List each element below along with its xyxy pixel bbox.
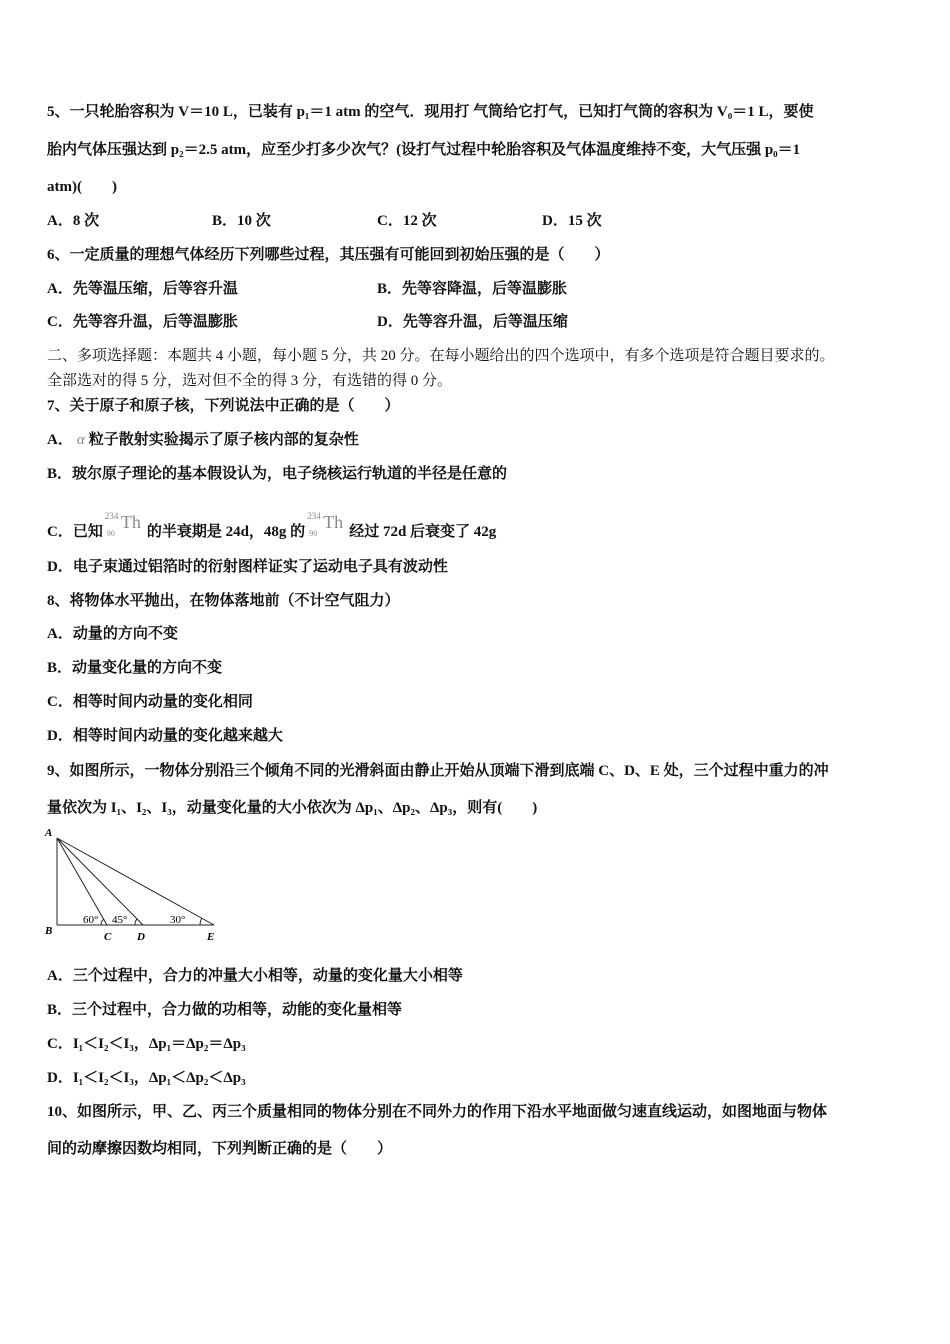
incline-ae bbox=[57, 838, 214, 925]
angle-60: 60° bbox=[83, 914, 99, 926]
q6-option-d: D．先等容升温，后等温压缩 bbox=[377, 314, 568, 330]
mass-number: 234 bbox=[104, 511, 119, 521]
q7-option-d: D．电子束通过铝箔时的衍射图样证实了运动电子具有波动性 bbox=[47, 559, 448, 575]
q5-stem-line3: atm)( ) bbox=[47, 179, 117, 195]
incline-figure bbox=[40, 822, 230, 948]
section2-heading-line2: 全部选对的得 5 分，选对但不全的得 3 分，有选错的得 0 分。 bbox=[47, 373, 453, 389]
q6-option-a: A．先等温压缩，后等容升温 bbox=[47, 281, 238, 297]
angle-arc-45 bbox=[135, 919, 137, 925]
label-a: A bbox=[45, 827, 53, 839]
q9-option-a: A．三个过程中，合力的冲量大小相等，动量的变化量大小相等 bbox=[47, 968, 463, 984]
q8-option-a: A．动量的方向不变 bbox=[47, 626, 178, 642]
thorium-nuclide bbox=[103, 510, 147, 540]
q8-option-c: C．相等时间内动量的变化相同 bbox=[47, 694, 253, 710]
q6-stem: 6、一定质量的理想气体经历下列哪些过程，其压强有可能回到初始压强的是（ ） bbox=[47, 247, 610, 263]
q7-stem: 7、关于原子和原子核，下列说法中正确的是（ ） bbox=[47, 398, 400, 414]
element-symbol: Th bbox=[323, 512, 344, 532]
q7-c-part2: 的半衰期是 24d，48g 的 bbox=[146, 524, 306, 540]
q9-stem-line2: 量依次为 I₁、I₂、I₃，动量变化量的大小依次为 Δp₁、Δp₂、Δp₃，则有( ) bbox=[47, 800, 538, 816]
label-c: C bbox=[104, 931, 112, 943]
element-symbol: Th bbox=[120, 512, 141, 532]
q9-option-c: C．I₁＜I₂＜I₃，Δp₁＝Δp₂＝Δp₃ bbox=[47, 1036, 246, 1052]
q10-stem-line1: 10、如图所示，甲、乙、丙三个质量相同的物体分别在不同外力的作用下沿水平地面做匀速直线运动，如图地面与物体 bbox=[47, 1104, 828, 1120]
label-b: B bbox=[45, 925, 53, 937]
q7-c-part3: 经过 72d 后衰变了 42g bbox=[349, 524, 497, 540]
angle-30: 30° bbox=[170, 914, 186, 926]
angle-45: 45° bbox=[112, 914, 128, 926]
q7-a-prefix: A． bbox=[47, 432, 73, 448]
section2-heading-line1: 二、多项选择题：本题共 4 小题，每小题 5 分，共 20 分。在每小题给出的四个选项中，有多个选项是符合题目要求的。 bbox=[47, 348, 835, 364]
atomic-number: 90 bbox=[309, 529, 318, 538]
alpha-symbol: α bbox=[76, 432, 85, 448]
atomic-number: 90 bbox=[106, 529, 115, 538]
q6-option-b: B．先等容降温，后等温膨胀 bbox=[377, 281, 568, 297]
mass-number: 234 bbox=[307, 511, 321, 521]
q10-stem-line2: 间的动摩擦因数均相同，下列判断正确的是（ ） bbox=[47, 1141, 393, 1157]
q9-stem-line1: 9、如图所示，一物体分别沿三个倾角不同的光滑斜面由静止开始从顶端下滑到底端 C、D、E 处，三个过程中重力的冲 bbox=[47, 763, 829, 779]
q8-stem: 8、将物体水平抛出，在物体落地前（不计空气阻力） bbox=[47, 593, 400, 609]
angle-arc-30 bbox=[200, 918, 202, 925]
q7-c-part1: C．已知 bbox=[47, 524, 103, 540]
q7-option-b: B．玻尔原子理论的基本假设认为，电子绕核运行轨道的半径是任意的 bbox=[47, 466, 508, 482]
q5-option-a: A．8 次 bbox=[47, 213, 100, 229]
q5-option-c: C．12 次 bbox=[377, 213, 437, 229]
label-d: D bbox=[137, 931, 145, 943]
q5-option-b: B．10 次 bbox=[212, 213, 271, 229]
q8-option-d: D．相等时间内动量的变化越来越大 bbox=[47, 728, 283, 744]
q5-stem-line1: 5、一只轮胎容积为 V＝10 L，已装有 p₁＝1 atm 的空气．现用打 气筒给它打气，已知打气筒的容积为 V₀＝1 L，要使 bbox=[47, 104, 814, 120]
q9-option-b: B．三个过程中，合力做的功相等，动能的变化量相等 bbox=[47, 1002, 403, 1018]
q5-stem-line2: 胎内气体压强达到 p₂＝2.5 atm，应至少打多少次气？(设打气过程中轮胎容积及气体温度维持不变，大气压强 p₀＝1 bbox=[47, 142, 801, 158]
angle-arc-60 bbox=[101, 919, 104, 925]
q7-option-a bbox=[47, 430, 359, 450]
q9-option-d: D．I₁＜I₂＜I₃，Δp₁＜Δp₂＜Δp₃ bbox=[47, 1070, 246, 1086]
thorium-nuclide bbox=[305, 510, 349, 540]
q6-option-c: C．先等容升温，后等温膨胀 bbox=[47, 314, 238, 330]
q7-option-c bbox=[47, 510, 496, 542]
q5-option-d: D．15 次 bbox=[542, 213, 602, 229]
q8-option-b: B．动量变化量的方向不变 bbox=[47, 660, 223, 676]
label-e: E bbox=[207, 931, 215, 943]
q7-a-text: 粒子散射实验揭示了原子核内部的复杂性 bbox=[88, 432, 359, 448]
